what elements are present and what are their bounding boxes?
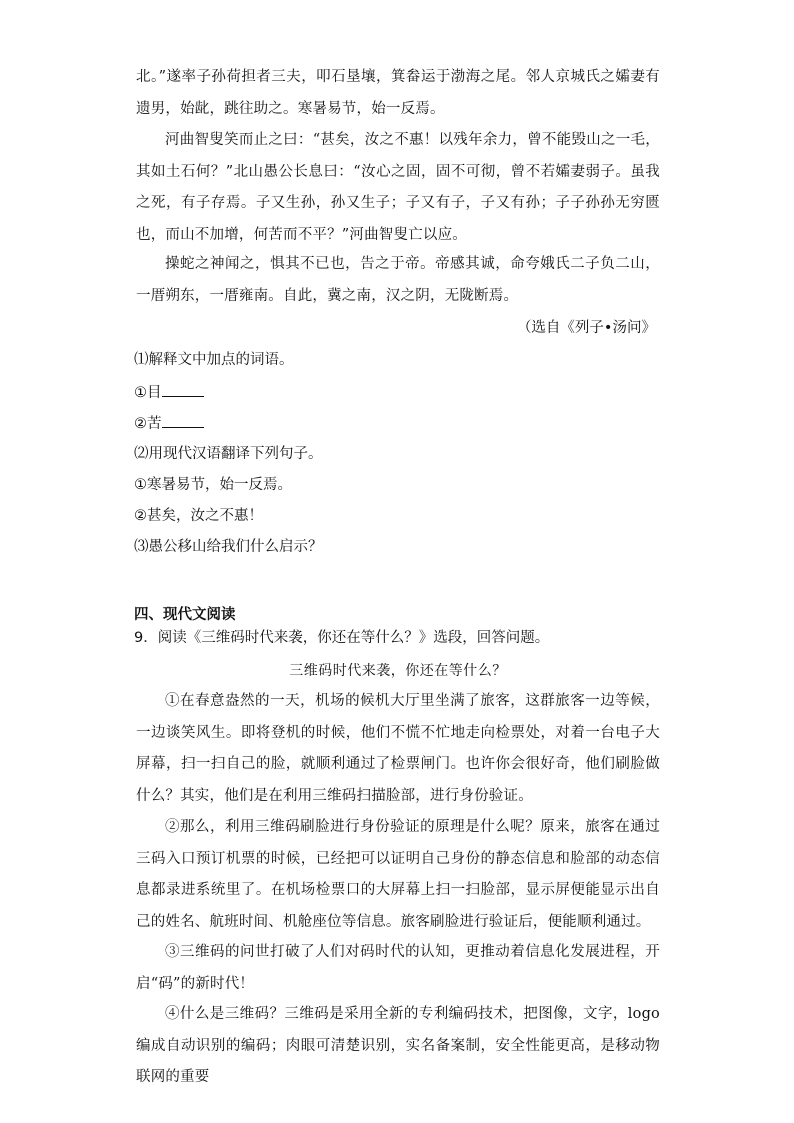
article-paragraph-1: ①在春意盎然的一天，机场的候机大厅里坐满了旅客，这群旅客一边等候，一边谈笑风生。即将登机的时候，他们不慌不忙地走向检票处，对着一台电子大屏幕，扫一扫自己的脸，就顺利通过了检票闸门。也许你会很好奇，他们刷脸做什么？其实，他们是在利用三维码扫描脸部，进行身份验证。 (136, 693, 660, 804)
answer-blank-1b[interactable] (162, 413, 204, 428)
classical-paragraph-3: 操蛇之神闻之，惧其不已也，告之于帝。帝感其诚，命夸娥氏二子负二山，一厝朔东，一厝雍南。自此，冀之南，汉之阴，无陇断焉。 (136, 256, 660, 304)
question-1a (134, 382, 674, 403)
question-2a: ①寒暑易节，始一反焉。 (134, 477, 292, 493)
article-paragraph-3: ③三维码的问世打破了人们对码时代的认知，更推动着信息化发展进程，开启“码”的新时代！ (136, 944, 660, 992)
source-citation: （选自《列子•汤问》 (516, 320, 656, 336)
question-2b: ②甚矣，汝之不惠！ (134, 508, 263, 524)
question-9: 9．阅读《三维码时代来袭，你还在等什么？》选段，回答问题。 (134, 630, 550, 646)
question-3: ⑶愚公移山给我们什么启示？ (134, 539, 323, 555)
question-2: ⑵用现代汉语翻译下列句子。 (134, 446, 323, 462)
article-title: 三维码时代来袭，你还在等什么？ (289, 663, 507, 679)
question-1b-label: ②苦 (134, 416, 162, 432)
answer-blank-1a[interactable] (162, 382, 204, 397)
article-paragraph-2: ②那么，利用三维码刷脸进行身份验证的原理是什么呢？原来，旅客在通过三码入口预订机票的时候，已经把可以证明自己身份的静态信息和脸部的动态信息都录进系统里了。在机场检票口的大屏幕上扫一扫脸部，显示屏便能显示出自己的姓名、航班时间、机舱座位等信息。旅客刷脸进行验证后，便能顺利通过。 (136, 819, 660, 930)
article-paragraph-4: ④什么是三维码？三维码是采用全新的专利编码技术，把图像，文字，logo 编成自动识别的编码；肉眼可清楚识别，实名备案制，安全性能更高，是移动物联网的重要 (136, 1006, 660, 1085)
classical-paragraph-1: 北。”遂率子孙荷担者三夫，叩石垦壤，箕畚运于渤海之尾。邻人京城氏之孀妻有遗男，始龀，跳往助之。寒暑易节，始一反焉。 (136, 69, 660, 117)
question-1: ⑴解释文中加点的词语。 (134, 352, 294, 368)
classical-paragraph-2: 河曲智叟笑而止之曰：“甚矣，汝之不惠！以残年余力，曾不能毁山之一毛，其如土石何？”北山愚公长息曰：“汝心之固，固不可彻，曾不若孀妻弱子。虽我之死，有子存焉。子又生孙，孙又生子；子又有子，子又有孙；子子孙孙无穷匮也，而山不加增，何苦而不平？”河曲智叟亡以应。 (136, 132, 660, 243)
question-1b (134, 413, 674, 434)
question-1a-label: ①目 (134, 385, 162, 401)
section-heading: 四、现代文阅读 (134, 607, 236, 623)
